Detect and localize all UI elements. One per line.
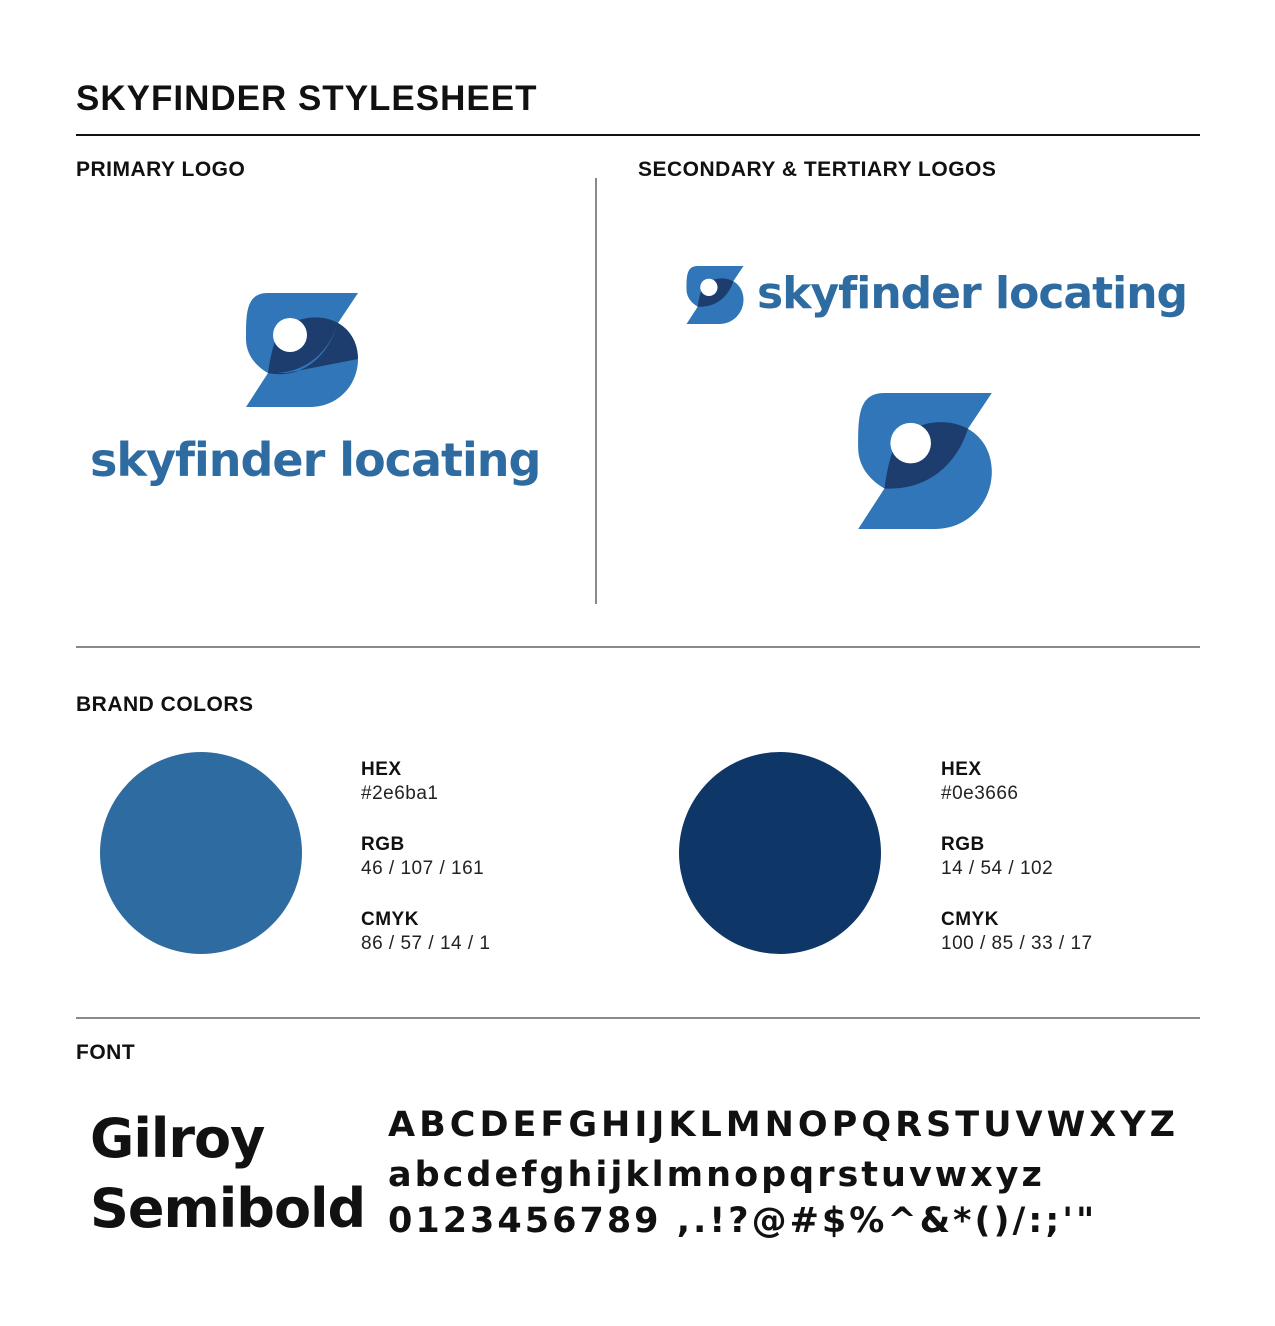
skyfinder-s-eye-icon (246, 293, 358, 407)
rgb-label: RGB (941, 834, 985, 855)
secondary-logos-heading: SECONDARY & TERTIARY LOGOS (638, 158, 997, 181)
cmyk-label: CMYK (941, 909, 999, 930)
cmyk-value: 86 / 57 / 14 / 1 (361, 933, 491, 954)
font-name-line1: Gilroy (90, 1107, 265, 1170)
rgb-value: 14 / 54 / 102 (941, 858, 1054, 879)
secondary-logo-wordmark: skyfinder locating (757, 268, 1188, 319)
rgb-label: RGB (361, 834, 405, 855)
font-heading: FONT (76, 1041, 136, 1064)
page-title: SKYFINDER STYLESHEET (76, 79, 538, 118)
primary-logo-wordmark: skyfinder locating (90, 433, 541, 487)
primary-logo-heading: PRIMARY LOGO (76, 158, 246, 181)
font-name-line2: Semibold (90, 1177, 366, 1240)
hex-label: HEX (941, 759, 982, 780)
font-numbers-symbols-sample: 0123456789 ,.!?@#$%^&*()/:;'" (388, 1201, 1098, 1241)
rgb-value: 46 / 107 / 161 (361, 858, 485, 879)
cmyk-value: 100 / 85 / 33 / 17 (941, 933, 1093, 954)
color-swatch-secondary (679, 752, 881, 954)
skyfinder-s-eye-large-icon (858, 393, 992, 529)
logo-column-divider (595, 178, 597, 604)
brand-colors-heading: BRAND COLORS (76, 693, 254, 716)
color-spec-secondary (941, 758, 1093, 956)
color-swatch-primary (100, 752, 302, 954)
skyfinder-s-eye-small-icon (686, 266, 744, 324)
font-uppercase-sample: ABCDEFGHIJKLMNOPQRSTUVWXYZ (388, 1105, 1179, 1145)
hex-value: #0e3666 (941, 783, 1019, 804)
title-divider (76, 134, 1200, 136)
colors-divider (76, 1017, 1200, 1019)
hex-value: #2e6ba1 (361, 783, 439, 804)
logos-divider (76, 646, 1200, 648)
color-spec-primary (361, 758, 490, 956)
cmyk-label: CMYK (361, 909, 419, 930)
font-lowercase-sample: abcdefghijklmnopqrstuvwxyz (388, 1155, 1045, 1195)
hex-label: HEX (361, 759, 402, 780)
